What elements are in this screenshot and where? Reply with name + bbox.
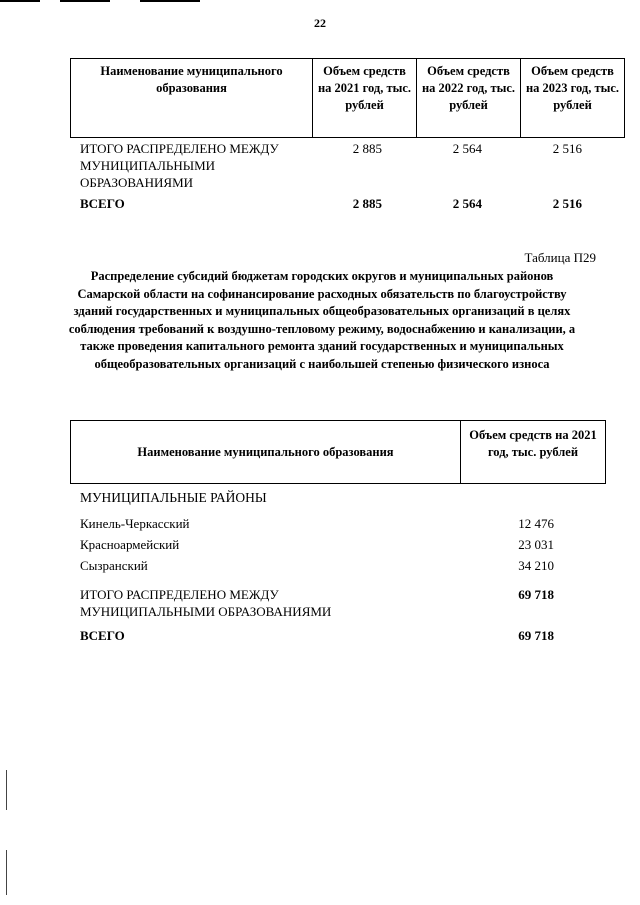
table1-row-total-2022: 2 564 — [452, 141, 482, 156]
scan-edge-mark — [60, 0, 110, 2]
table2-title: Распределение субсидий бюджетам городских округов и муниципальных районов Самарской области на софинансирование расходных обязательств по благоустройству зданий государственных и муниципальных общеобразовательных организаций в целях соблюдения требований к воздушно-тепловому режиму, водоснабжению и канализации, а также проведения капитального ремонта зданий государственных и муниципальных общеобразовательных организаций с наибольшей степенью физического износа — [68, 269, 576, 371]
table-row-value: 34 210 — [518, 558, 554, 573]
table1-row-grand-label: ВСЕГО — [80, 196, 125, 211]
table2-header — [70, 420, 606, 484]
page-number: 22 — [314, 16, 326, 30]
table2-header-name: Наименование муниципального образования — [71, 421, 461, 484]
table1-row-total-2023: 2 516 — [552, 141, 582, 156]
scan-edge-mark — [0, 0, 40, 2]
total-label: ИТОГО РАСПРЕДЕЛЕНО МЕЖДУ МУНИЦИПАЛЬНЫМИ ОБРАЗОВАНИЯМИ — [80, 587, 332, 619]
table-row-name: Красноармейский — [80, 537, 180, 552]
table-row-value: 12 476 — [518, 516, 554, 531]
grand-total-value: 69 718 — [518, 628, 554, 643]
table1-row-total-2021: 2 885 — [352, 141, 382, 156]
section-title: МУНИЦИПАЛЬНЫЕ РАЙОНЫ — [80, 490, 267, 505]
table1-header-2021: Объем средств на 2021 год, тыс. рублей — [313, 59, 417, 138]
grand-total-label: ВСЕГО — [80, 628, 125, 643]
table1-header-name: Наименование муниципального образования — [71, 59, 313, 138]
table1-header — [70, 58, 625, 138]
table-number-label: Таблица П29 — [524, 250, 596, 265]
table1-row-grand-2022: 2 564 — [452, 196, 482, 211]
table1-header-2023: Объем средств на 2023 год, тыс. рублей — [521, 59, 625, 138]
table1-row-total-label: ИТОГО РАСПРЕДЕЛЕНО МЕЖДУ МУНИЦИПАЛЬНЫМИ ОБРАЗОВАНИЯМИ — [80, 141, 279, 190]
table-row-value: 23 031 — [518, 537, 554, 552]
table1-header-2022: Объем средств на 2022 год, тыс. рублей — [417, 59, 521, 138]
table1-row-grand-2023: 2 516 — [552, 196, 582, 211]
table-row-name: Кинель-Черкасский — [80, 516, 190, 531]
scan-edge-mark — [140, 0, 200, 2]
scan-margin-mark — [6, 850, 7, 895]
table2-header-2021: Объем средств на 2021 год, тыс. рублей — [461, 421, 606, 484]
table1-row-grand-2021: 2 885 — [352, 196, 382, 211]
table-row-name: Сызранский — [80, 558, 148, 573]
total-value: 69 718 — [518, 587, 554, 602]
scan-margin-mark — [6, 770, 7, 810]
